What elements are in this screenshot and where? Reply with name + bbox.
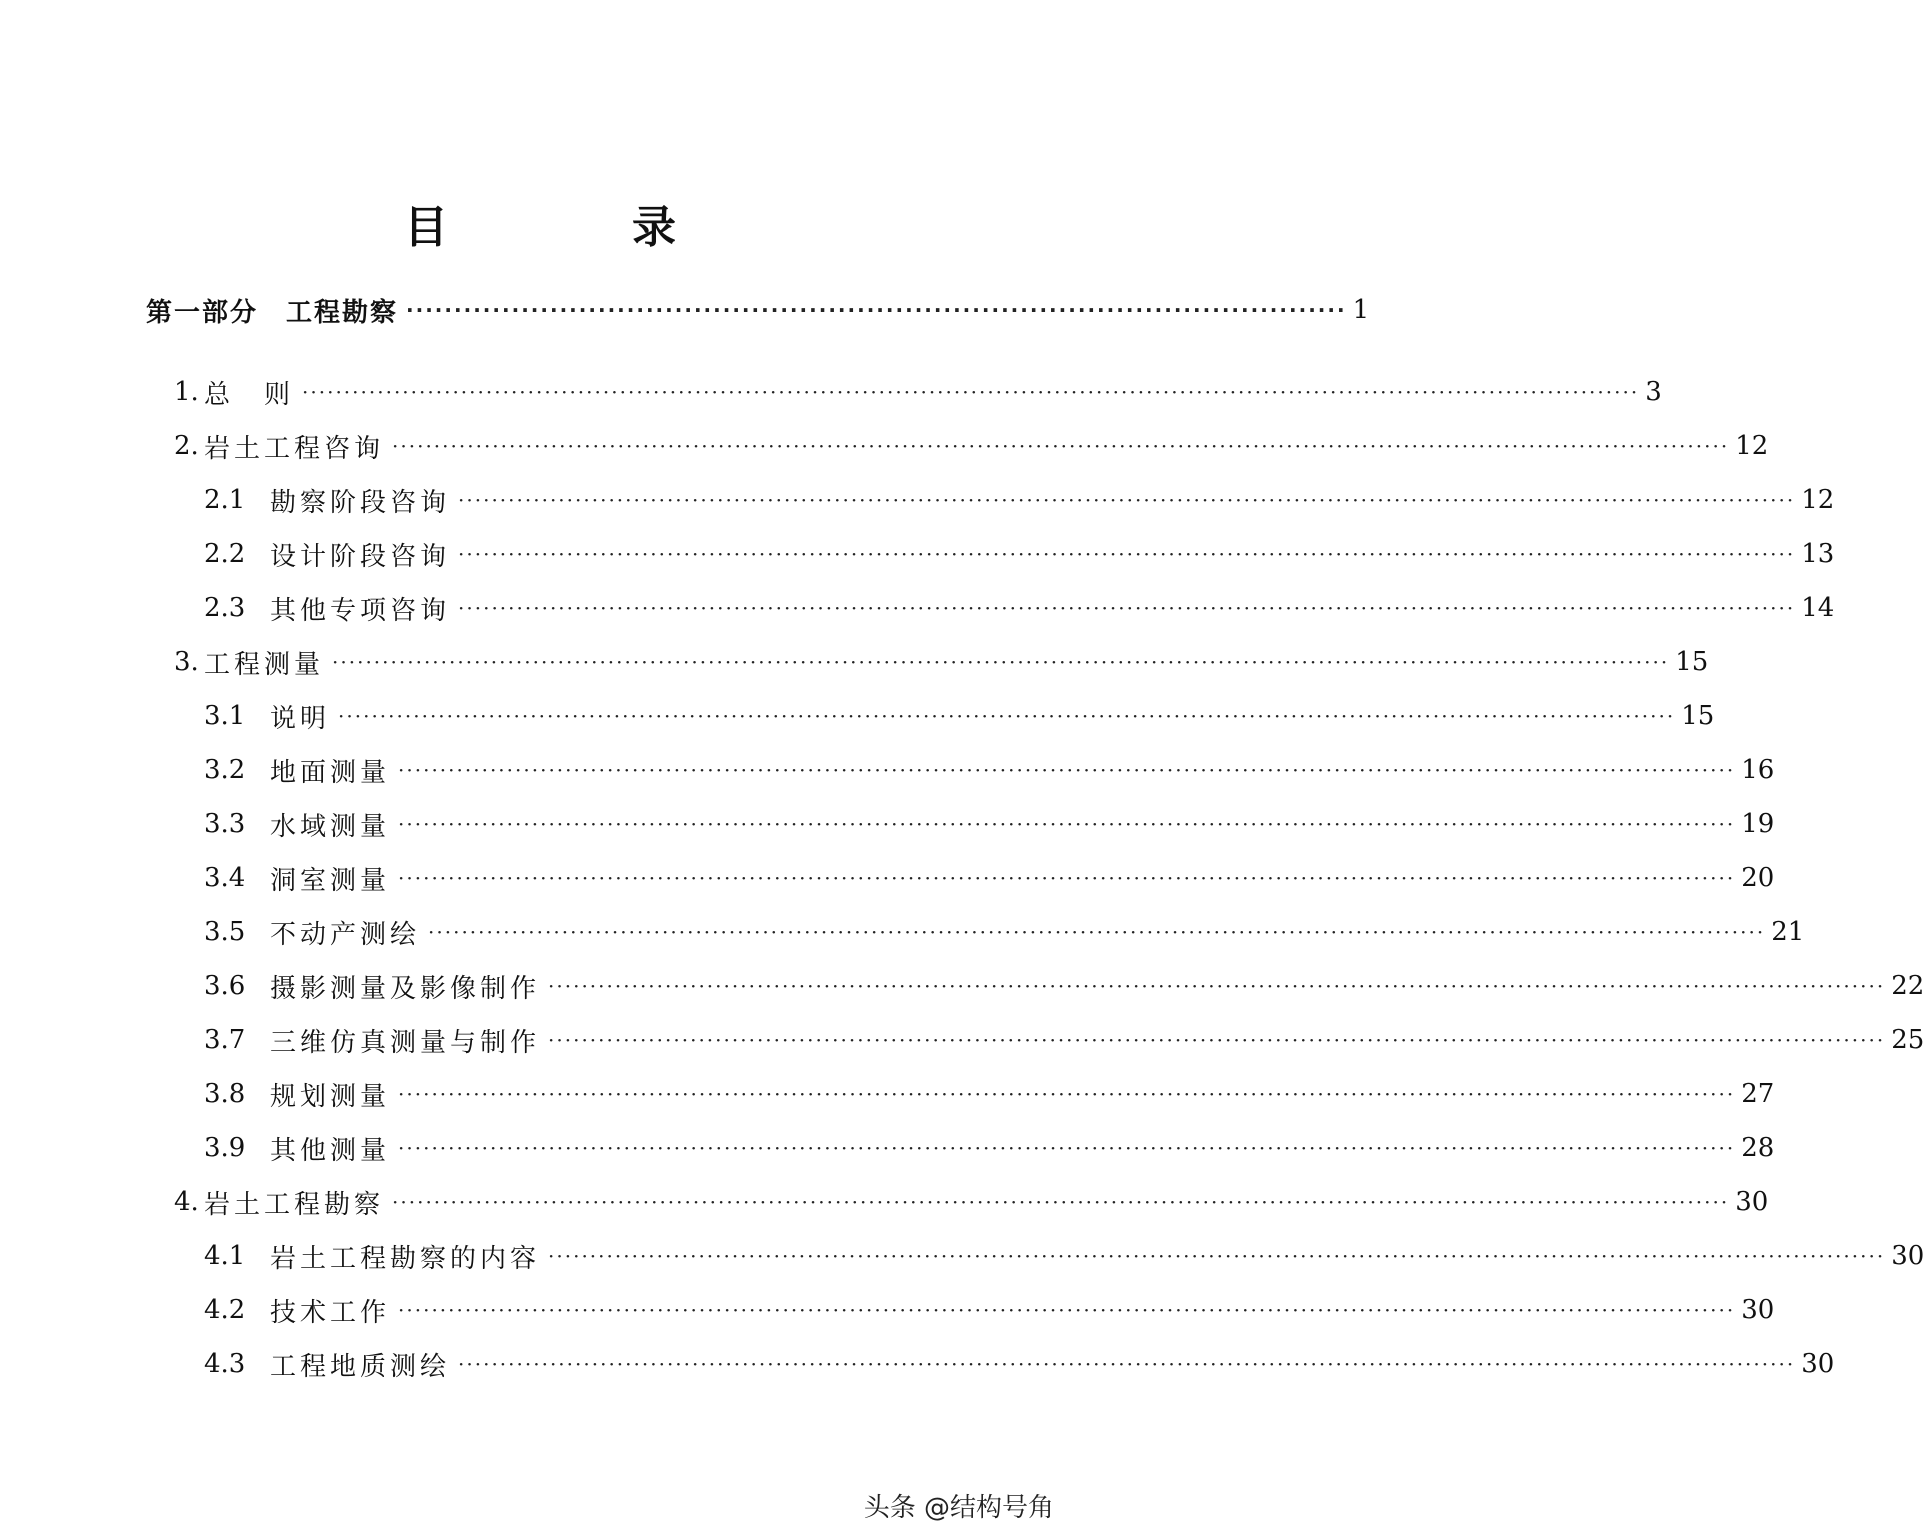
- toc-dot-leader: ································································································································································: [398, 758, 1736, 782]
- toc-entry-page: 20: [1741, 863, 1775, 893]
- toc-entry-number: 3.8: [204, 1079, 246, 1109]
- toc-entry[interactable]: [174, 426, 1769, 466]
- toc-entry-label: 勘察阶段咨询: [270, 487, 451, 518]
- toc-entry-number: 3.: [174, 647, 199, 677]
- toc-entry-label: 三维仿真测量与制作: [270, 1027, 541, 1058]
- toc-entry-number: 1.: [174, 377, 199, 407]
- toc-dot-leader: ································································································································································: [458, 542, 1796, 566]
- toc-dot-leader: ································································································································································: [398, 1082, 1736, 1106]
- toc-part-row[interactable]: [146, 290, 1370, 330]
- toc-entry[interactable]: [204, 1344, 1835, 1384]
- toc-entry-page: 30: [1741, 1295, 1775, 1325]
- toc-entry-label: 说明: [270, 703, 331, 734]
- toc-entry[interactable]: [204, 1074, 1775, 1114]
- toc-part-page: 1: [1352, 295, 1370, 325]
- toc-entry-page: 12: [1735, 431, 1769, 461]
- toc-entry[interactable]: [204, 588, 1835, 628]
- toc-entry[interactable]: [204, 696, 1715, 736]
- watermark: 头条 @结构号角: [863, 1493, 1054, 1523]
- toc-entry[interactable]: [204, 1020, 1924, 1060]
- toc-entry-page: 15: [1675, 647, 1709, 677]
- toc-entry-label: 技术工作: [270, 1297, 391, 1328]
- toc-entry-number: 3.7: [204, 1025, 246, 1055]
- toc-dot-leader: ··································································································: [406, 298, 1347, 322]
- toc-entry[interactable]: [204, 480, 1835, 520]
- toc-entry-page: 13: [1801, 539, 1835, 569]
- toc-entry-label: 规划测量: [270, 1081, 391, 1112]
- toc-entry-page: 28: [1741, 1133, 1775, 1163]
- toc-entry-number: 3.3: [204, 809, 246, 839]
- toc-entry-page: 19: [1741, 809, 1775, 839]
- toc-entry-label: 岩土工程勘察: [204, 1189, 385, 1220]
- toc-dot-leader: ································································································································································: [548, 974, 1886, 998]
- toc-entry-label: 工程地质测绘: [270, 1351, 451, 1382]
- toc-dot-leader: ································································································································································: [428, 920, 1766, 944]
- toc-dot-leader: ································································································································································: [548, 1028, 1886, 1052]
- toc-entry-page: 27: [1741, 1079, 1775, 1109]
- toc-entry-number: 4.: [174, 1187, 199, 1217]
- toc-dot-leader: ································································································································································: [458, 1352, 1796, 1376]
- toc-entry-label: 地面测量: [270, 757, 391, 788]
- toc-entry-label: 设计阶段咨询: [270, 541, 451, 572]
- toc-dot-leader: ································································································································································: [398, 1298, 1736, 1322]
- toc-dot-leader: ································································································································································: [302, 380, 1640, 404]
- toc-entry-number: 3.4: [204, 863, 246, 893]
- toc-entry-number: 4.3: [204, 1349, 246, 1379]
- toc-dot-leader: ································································································································································: [332, 650, 1670, 674]
- toc-entry-label: 岩土工程勘察的内容: [270, 1243, 541, 1274]
- toc-entry[interactable]: [204, 750, 1775, 790]
- toc-dot-leader: ································································································································································: [458, 596, 1796, 620]
- toc-entry-number: 3.6: [204, 971, 246, 1001]
- toc-entry-label: 洞室测量: [270, 865, 391, 896]
- toc-entry-number: 2.: [174, 431, 199, 461]
- toc-entry-label: 水域测量: [270, 811, 391, 842]
- toc-entry-page: 21: [1771, 917, 1805, 947]
- toc-entry-page: 16: [1741, 755, 1775, 785]
- toc-entry-number: 2.3: [204, 593, 246, 623]
- toc-entry-label: 摄影测量及影像制作: [270, 973, 541, 1004]
- toc-entry[interactable]: [174, 1182, 1769, 1222]
- toc-entry-number: 3.9: [204, 1133, 246, 1163]
- toc-dot-leader: ································································································································································: [338, 704, 1676, 728]
- toc-entry[interactable]: [204, 804, 1775, 844]
- toc-dot-leader: ································································································································································: [398, 866, 1736, 890]
- toc-entry-number: 4.1: [204, 1241, 246, 1271]
- toc-entry-label: 其他测量: [270, 1135, 391, 1166]
- toc-dot-leader: ································································································································································: [392, 1190, 1730, 1214]
- toc-entry-page: 15: [1681, 701, 1715, 731]
- toc-entry-number: 2.1: [204, 485, 246, 515]
- toc-entry[interactable]: [204, 534, 1835, 574]
- toc-entry[interactable]: [174, 642, 1709, 682]
- toc-dot-leader: ································································································································································: [398, 812, 1736, 836]
- toc-entry[interactable]: [174, 372, 1662, 412]
- toc-entry-number: 4.2: [204, 1295, 246, 1325]
- toc-part-label: 第一部分 工程勘察: [146, 297, 399, 328]
- toc-entry-label: 不动产测绘: [270, 919, 421, 950]
- toc-entry[interactable]: [204, 966, 1924, 1006]
- toc-entry-page: 3: [1645, 377, 1662, 407]
- toc-entry-number: 2.2: [204, 539, 246, 569]
- toc-entry[interactable]: [204, 858, 1775, 898]
- page-title: 目 录: [404, 202, 746, 253]
- toc-dot-leader: ································································································································································: [392, 434, 1730, 458]
- toc-entry[interactable]: [204, 1236, 1924, 1276]
- toc-entry-page: 30: [1891, 1241, 1924, 1271]
- toc-entry[interactable]: [204, 1290, 1775, 1330]
- toc-dot-leader: ································································································································································: [548, 1244, 1886, 1268]
- toc-entry-page: 14: [1801, 593, 1835, 623]
- toc-entry-page: 30: [1735, 1187, 1769, 1217]
- toc-dot-leader: ································································································································································: [398, 1136, 1736, 1160]
- toc-entry-number: 3.1: [204, 701, 246, 731]
- toc-entry[interactable]: [204, 912, 1805, 952]
- toc-dot-leader: ································································································································································: [458, 488, 1796, 512]
- toc-entry-label: 其他专项咨询: [270, 595, 451, 626]
- toc-entry-page: 12: [1801, 485, 1835, 515]
- toc-entry-label: 岩土工程咨询: [204, 433, 385, 464]
- toc-entry-page: 25: [1891, 1025, 1924, 1055]
- toc-entry-label: 总 则: [204, 379, 295, 410]
- toc-entry-page: 22: [1891, 971, 1924, 1001]
- toc-entry-number: 3.5: [204, 917, 246, 947]
- toc-entry-page: 30: [1801, 1349, 1835, 1379]
- toc-entry-number: 3.2: [204, 755, 246, 785]
- toc-entry-label: 工程测量: [204, 649, 325, 680]
- toc-entry[interactable]: [204, 1128, 1775, 1168]
